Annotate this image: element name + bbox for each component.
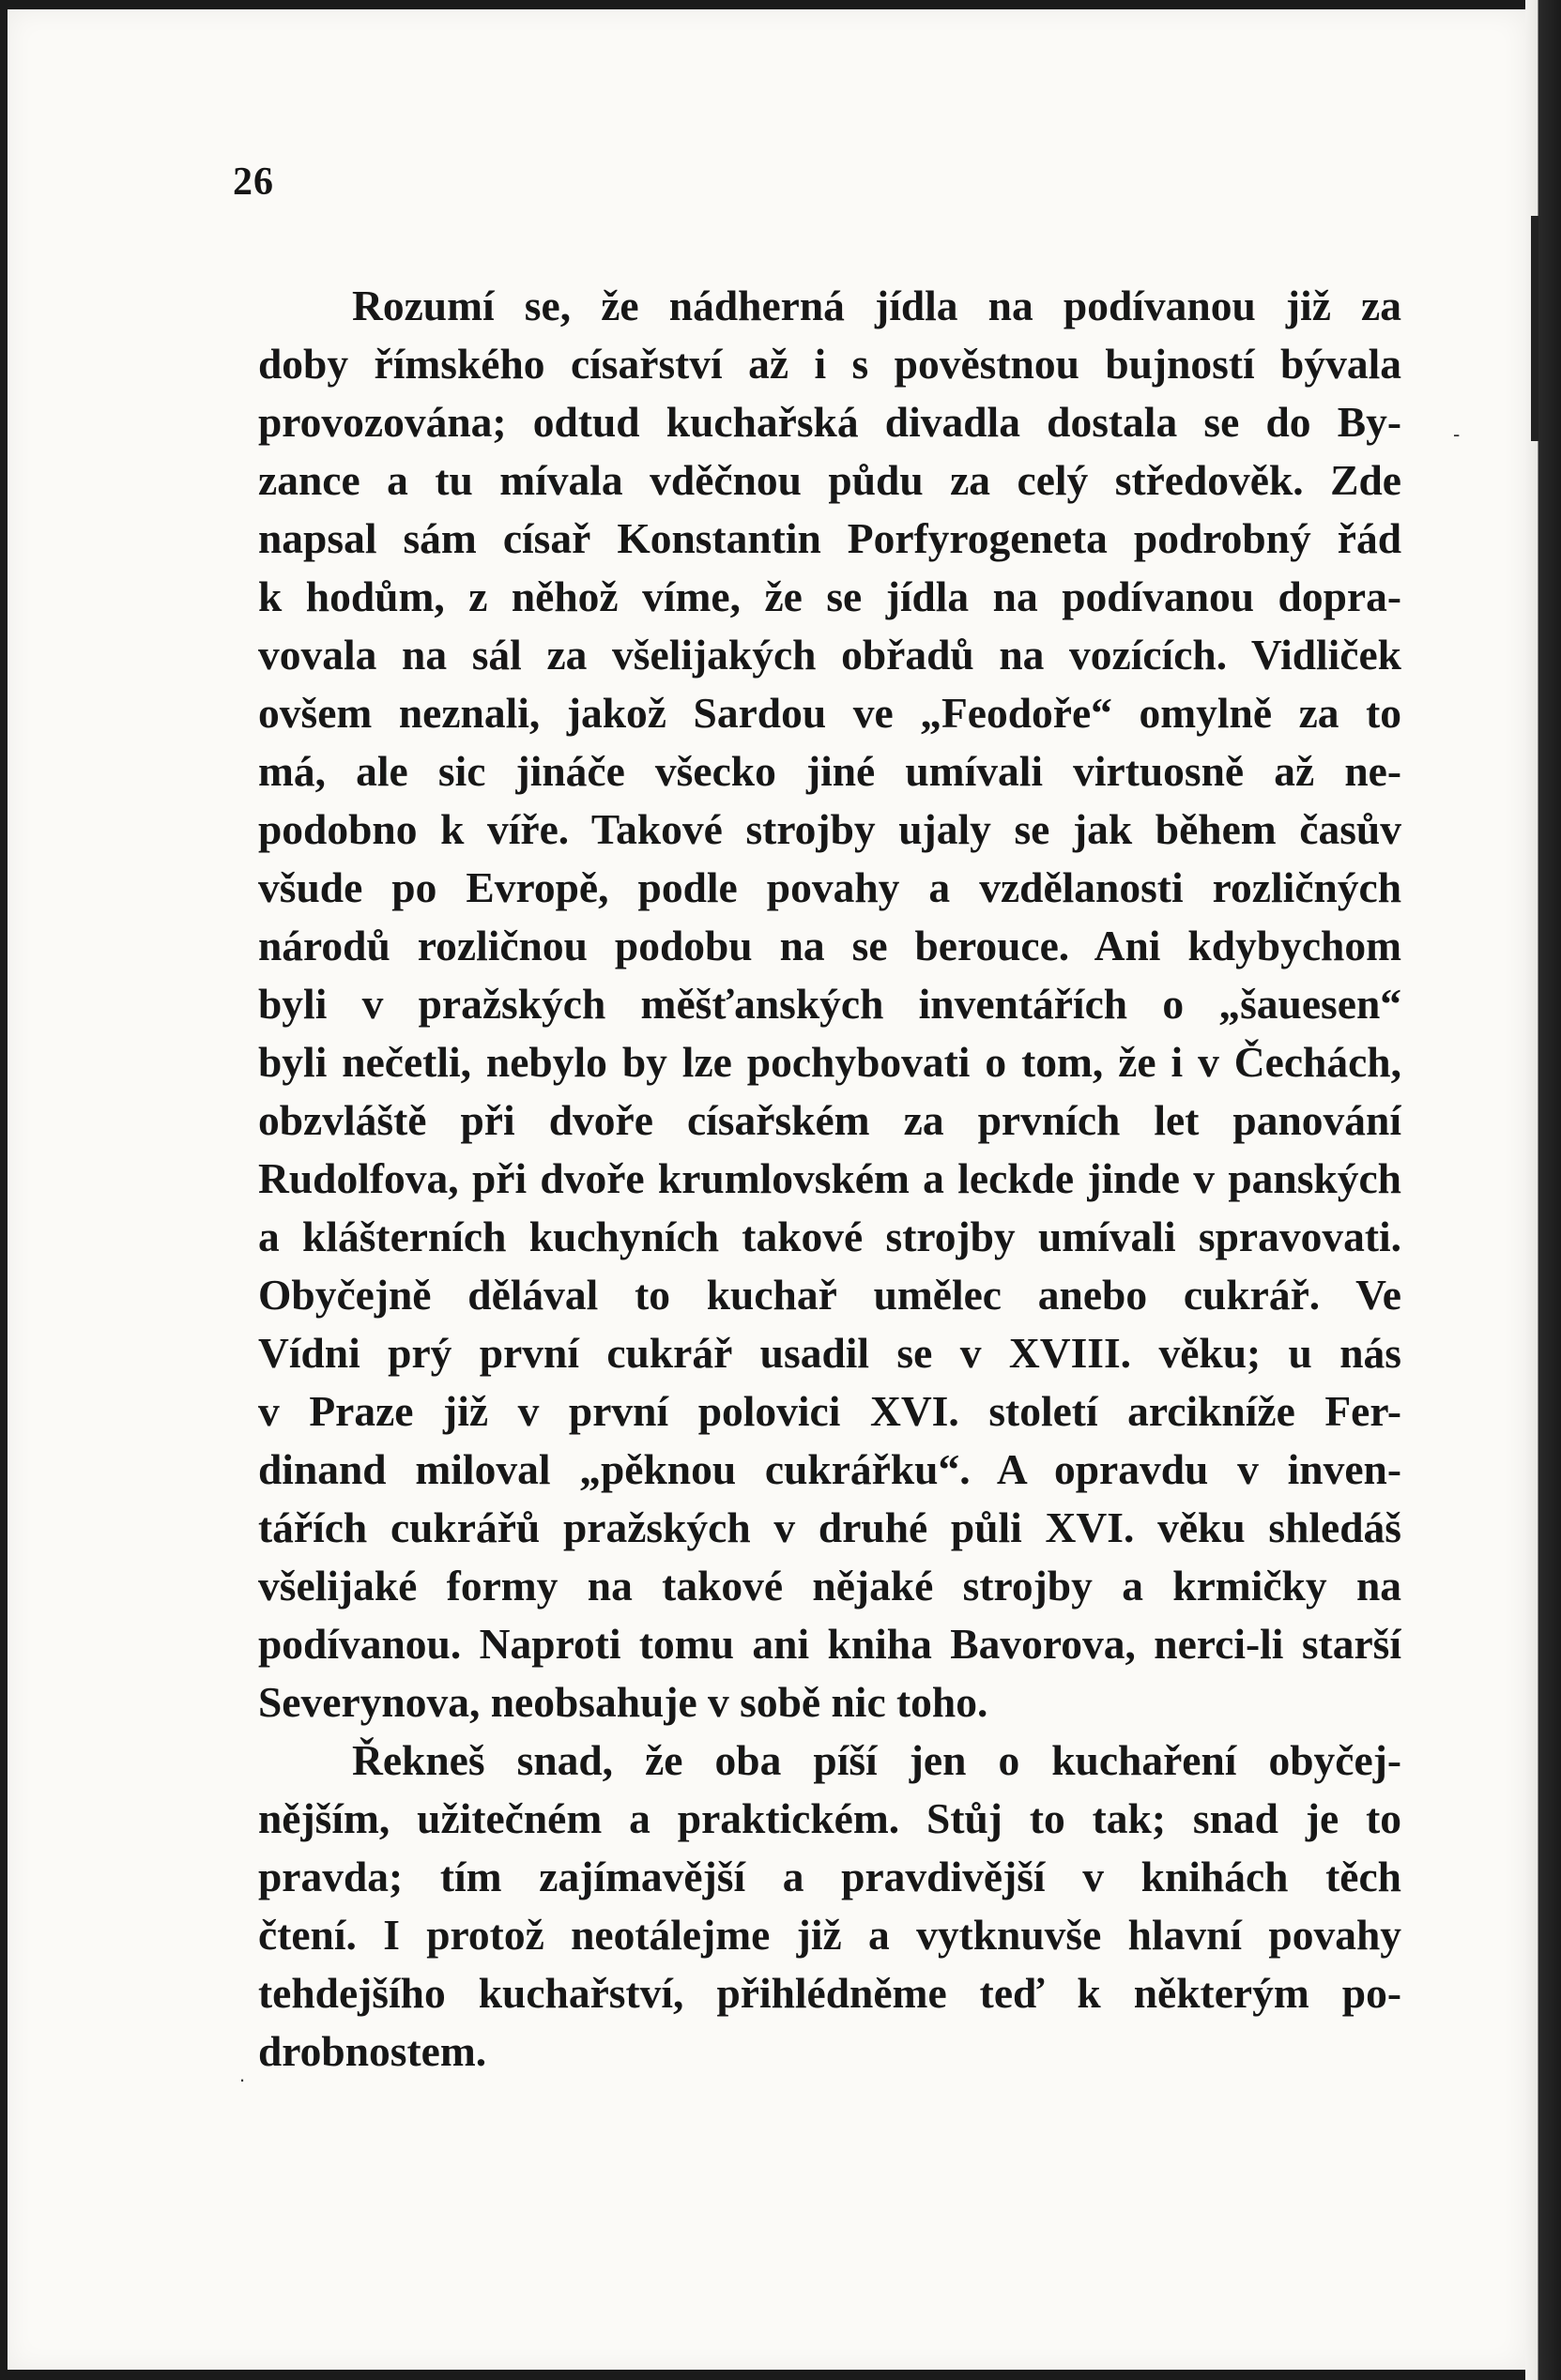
- text-line: napsal sám císař Konstantin Porfyrogeneta podrobný řád: [258, 514, 1401, 562]
- text-line: k hodům, z něhož víme, že se jídla na podívanou dopra-: [258, 572, 1401, 620]
- text-line: všude po Evropě, podle povahy a vzdělanosti rozličných: [258, 863, 1401, 911]
- text-line: Obyčejně dělával to kuchař umělec anebo cukrář. Ve: [258, 1271, 1401, 1319]
- text-line: podívanou. Naproti tomu ani kniha Bavorova, nerci-li starší: [258, 1620, 1401, 1668]
- text-line: provozována; odtud kuchařská divadla dostala se do By-: [258, 398, 1401, 446]
- text-line: dinand miloval „pěknou cukrářku“. A opravdu v inven-: [258, 1445, 1401, 1493]
- text-line: zance a tu mívala vděčnou půdu za celý středověk. Zde: [258, 456, 1401, 504]
- text-line: nějším, užitečném a praktickém. Stůj to tak; snad je to: [258, 1794, 1401, 1842]
- text-line: obzvláště při dvoře císařském za prvních let panování: [258, 1096, 1401, 1144]
- text-line: Rozumí se, že nádherná jídla na podívanou již za: [352, 282, 1401, 329]
- text-line: byli nečetli, nebylo by lze pochybovati o tom, že i v Čechách,: [258, 1038, 1401, 1086]
- text-line: pravda; tím zajímavější a pravdivější v knihách těch: [258, 1853, 1401, 1900]
- text-line: podobno k víře. Takové strojby ujaly se jak během časův: [258, 805, 1401, 853]
- text-line: Vídni prý první cukrář usadil se v XVIII. věku; u nás: [258, 1329, 1401, 1377]
- text-line: čtení. I protož neotálejme již a vytknuvše hlavní povahy: [258, 1911, 1401, 1959]
- text-line: vovala na sál za všelijakých obřadů na vozících. Vidliček: [258, 631, 1401, 679]
- binding-mark: [1531, 216, 1538, 441]
- text-line: Severynova, neobsahuje v sobě nic toho.: [258, 1678, 988, 1726]
- scan-speck: .: [239, 2063, 246, 2086]
- scan-speck: -: [1453, 422, 1461, 446]
- paragraph: [258, 277, 1401, 1732]
- text-line: tářích cukrářů pražských v druhé půli XVI. věku shledáš: [258, 1503, 1401, 1551]
- text-line: doby římského císařství až i s pověstnou bujností bývala: [258, 340, 1401, 388]
- text-line: všelijaké formy na takové nějaké strojby a krmičky na: [258, 1562, 1401, 1610]
- paragraph: [258, 1732, 1401, 2081]
- text-line: ovšem neznali, jakož Sardou ve „Feodoře“ omylně za to: [258, 689, 1401, 737]
- text-line: tehdejšího kuchařství, přihlédněme teď k některým po-: [258, 1969, 1401, 2017]
- page-body: [258, 277, 1401, 2081]
- text-line: národů rozličnou podobu na se berouce. Ani kdybychom: [258, 922, 1401, 969]
- text-line: Rudolfova, při dvoře krumlovském a leckde jinde v panských: [258, 1154, 1401, 1202]
- text-line: a klášterních kuchyních takové strojby umívali spravovati.: [258, 1213, 1401, 1260]
- text-line: drobnostem.: [258, 2027, 487, 2075]
- page-number: 26: [233, 160, 274, 204]
- text-line: Řekneš snad, že oba píší jen o kuchaření obyčej-: [352, 1736, 1401, 1784]
- text-line: má, ale sic jináče všecko jiné umívali virtuosně až ne-: [258, 747, 1401, 795]
- text-line: byli v pražských měšťanských inventářích o „šauesen“: [258, 980, 1401, 1028]
- text-line: v Praze již v první polovici XVI. století arcikníže Fer-: [258, 1387, 1401, 1435]
